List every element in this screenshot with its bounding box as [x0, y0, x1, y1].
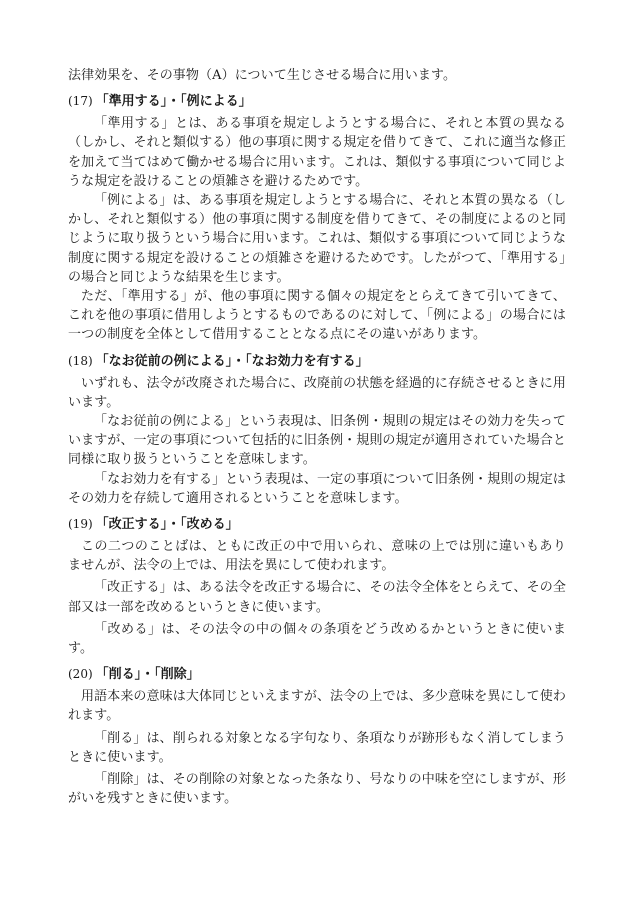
section-20-paragraph-1: 用語本来の意味は大体同じといえますが、法令の上では、多少意味を異にして使われます。	[68, 689, 566, 724]
section-20-number: (20)	[68, 667, 93, 682]
section-19-heading	[68, 515, 566, 534]
section-19-title: 「改正する」・「改める」	[95, 517, 239, 533]
section-18-number: (18)	[68, 353, 93, 368]
section-18-paragraph-3: 「なお効力を有する」という表現は、一定の事項について旧条例・規則の規定はその効力を存続して適用されるということを意味します。	[68, 471, 566, 506]
section-19-paragraph-2: 「改正する」は、ある法令を改正する場合に、その法令全体をとらえて、その全部又は一部を改めるというときに使います。	[68, 580, 566, 615]
document-page	[68, 66, 566, 809]
section-17-paragraph-3: ただ、「準用する」が、他の事項に関する個々の規定をとらえてきて引いてきて、これを他の事項に借用しようとするものであるのに対して、「例による」の場合には一つの制度を全体として借用することとなる点にその違いがあります。	[68, 289, 566, 343]
section-20-paragraph-2: 「削る」は、削られる対象となる字句なり、条項なりが跡形もなく消してしまうときに使います。	[68, 730, 566, 765]
section-20-title: 「削る」・「削除」	[95, 667, 200, 683]
section-17-paragraph-1: 「準用する」とは、ある事項を規定しようとする場合に、それと本質の異なる（しかし、それと類似する）他の事項に関する規定を借りてきて、これに適当な修正を加えて当てはめて働かせる場合に用います。これは、類似する事項について同じような規定を設けることの煩雑さを避けるためです。	[68, 116, 566, 189]
section-18-heading	[68, 352, 566, 371]
section-17-number: (17)	[68, 94, 93, 109]
section-17-paragraph-2: 「例による」は、ある事項を規定しようとする場合に、それと本質の異なる（しかし、それと類似する）他の事項に関する制度を借りてきて、その制度によるのと同じように取り扱うという場合に用います。これは、類似する事項について同じような制度に関する規定を設けることの煩雑さを避けるためです。したがつて、「準用する」の場合と同じような結果を生じます。	[68, 193, 566, 285]
section-18-title: 「なお従前の例による」・「なお効力を有する」	[95, 353, 369, 369]
section-19-number: (19)	[68, 517, 93, 532]
intro-paragraph: 法律効果を、その事物（A）について生じさせる場合に用います。	[68, 68, 457, 83]
section-17-title: 「準用する」・「例による」	[95, 94, 252, 110]
section-20-heading	[68, 665, 566, 684]
section-17-heading	[68, 92, 566, 111]
section-19-paragraph-1: この二つのことばは、ともに改正の中で用いられ、意味の上では別に違いもありませんが、法令の上では、用法を異にして使われます。	[68, 539, 566, 574]
section-18-paragraph-2: 「なお従前の例による」という表現は、旧条例・規則の規定はその効力を失っていますが、一定の事項について包括的に旧条例・規則の規定が適用されていた場合と同様に取り扱うということを意味します。	[68, 414, 566, 468]
section-19-paragraph-3: 「改める」は、その法令の中の個々の条項をどう改めるかというときに使います。	[68, 621, 566, 657]
section-20-paragraph-3: 「削除」は、その削除の対象となった条なり、号なりの中味を空にしますが、形がいを残すときに使います。	[68, 772, 566, 807]
section-18-paragraph-1: いずれも、法令が改廃された場合に、改廃前の状態を経過的に存続させるときに用います。	[68, 375, 566, 410]
